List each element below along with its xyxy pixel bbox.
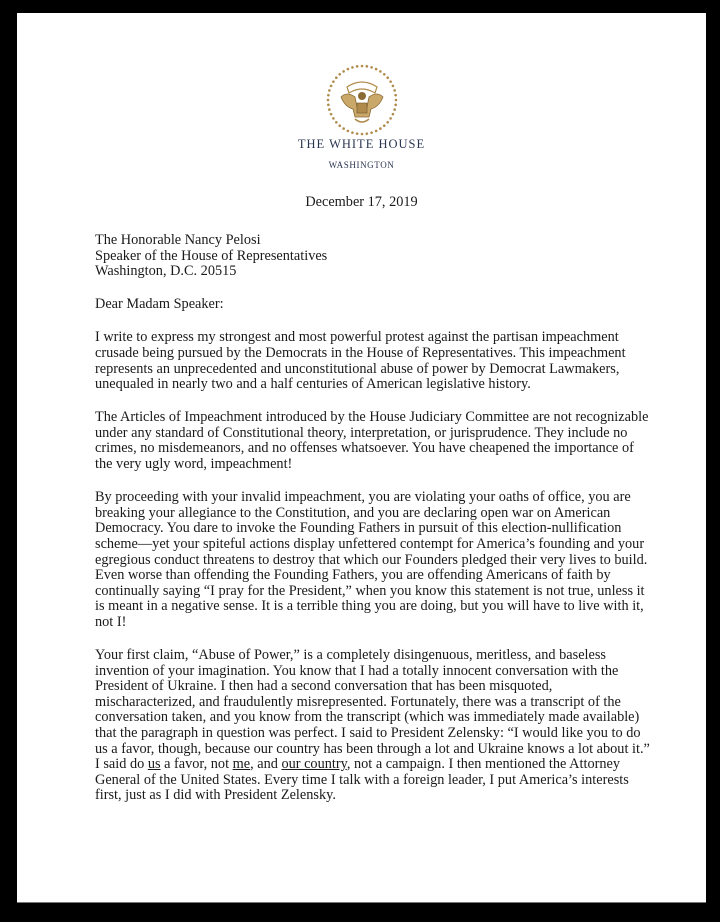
paragraph-line: I write to express my strongest and most powerful protest against the partisan impeachment [95,329,619,346]
seal-dot [366,132,369,135]
seal-dot [395,99,398,102]
seal-dot [347,68,350,71]
seal-dot [392,85,395,88]
paragraph-line: us a favor, though, because our country has been through a lot and Ukraine knows a lot about it.” [95,740,650,757]
seal-dot [389,80,392,83]
paragraph-line: invention of your imagination. You know that I had a totally innocent conversation with the [95,662,619,679]
paragraph-line: Your first claim, “Abuse of Power,” is a completely disingenuous, meritless, and baseless [95,646,606,663]
underlined-text: me [232,756,251,773]
seal-dot [386,76,389,79]
paragraph-line: is meant in a negative sense. It is a terrible thing you are doing, but you will have to live with it, [95,598,644,615]
paragraph-line: crusade being pursued by the Democrats in the House of Representatives. This impeachment [95,344,626,361]
seal-dot [328,89,331,92]
seal-dot [332,117,335,120]
paragraph-line: mischaracterized, and fraudulently misrepresented. Fortunately, there was a transcript of the [95,693,621,710]
seal-dot [335,121,338,124]
line-segment: a favor, not [160,756,233,773]
addressee-line: Washington, D.C. 20515 [95,263,237,280]
addressee-line: The Honorable Nancy Pelosi [95,232,261,248]
paragraph-line: egregious conduct threatens to destroy that which our Founders pledged their very lives to build. [95,551,648,568]
underlined-text: us [147,756,161,773]
paragraph-line: breaking your allegiance to the Constitution, and you are declaring open war on American [95,504,611,521]
seal-dot [379,70,382,73]
paragraph-line: General of the United States. Every time I talk with a foreign leader, I put America’s interests [95,771,629,788]
seal-dot [351,66,354,69]
seal-dot [366,65,369,68]
paragraph-line: crimes, no misdemeanors, and no offenses whatsoever. You have cheapened the importance of [95,440,634,457]
paragraph-line [95,757,675,773]
seal-dot [347,130,350,133]
letter-page [17,13,706,903]
paragraph-line: represents an unprecedented and unconstitutional abuse of power by Democrat Lawmakers, [95,360,620,377]
seal-dot [370,131,373,134]
seal-dot [330,113,333,116]
paragraph-line: not I! [95,613,127,630]
letter-paragraphs [95,330,675,804]
line-segment: I said do [95,756,148,773]
seal-dot [389,117,392,120]
seal-dot [370,66,373,69]
paragraph-line: scheme—yet your spiteful actions display unfettered contempt for America’s founding and your [95,535,645,552]
addressee-line: Speaker of the House of Representatives [95,247,328,264]
seal-dot [328,108,331,111]
seal-dot [356,132,359,135]
seal-dot [342,70,345,73]
seal-dot [383,73,386,76]
paragraph-line: President of Ukraine. I then had a second conversation that has been misquoted, [95,678,553,695]
seal-dot [394,94,397,97]
paragraph-line: unequaled in nearly two and a half centuries of American legislative history. [95,376,531,393]
paragraph-line: Democracy. You dare to invoke the Founding Fathers in pursuit of this election-nullification [95,520,622,537]
paragraph-line: under any standard of Constitutional theory, interpretation, or jurisprudence. They include no [95,424,628,441]
seal-dot [375,130,378,133]
paragraph-line: first, just as I did with President Zelensky. [95,787,336,804]
seal-dot [338,124,341,127]
body-paragraph [95,330,675,392]
addressee-block [95,233,675,280]
seal-dot [386,121,389,124]
seal-dot [332,80,335,83]
line-segment: , and [250,756,282,773]
salutation: Dear Madam Speaker: [95,296,224,313]
paragraph-line: that the paragraph in question was perfect. I said to President Zelensky: “I would like you to do [95,724,641,741]
body-paragraph [95,648,675,804]
letter-body [95,233,675,821]
seal-dot [361,65,364,68]
line-segment: , not a campaign. I then mentioned the Attorney [346,756,620,773]
body-paragraph [95,490,675,630]
seal-dot [327,99,330,102]
seal-dot [394,104,397,107]
letterhead-subtitle: WASHINGTON [328,160,395,170]
seal-dot [392,113,395,116]
seal-dot [330,85,333,88]
seal-dot [351,131,354,134]
paragraph-line: The Articles of Impeachment introduced by the House Judiciary Committee are not recognizable [95,409,649,426]
paragraph-line: conversation taken, and you know from the transcript (which was immediately made available) [95,709,640,726]
seal-dot [342,127,345,130]
body-paragraph [95,410,675,472]
underlined-text: our country [281,756,347,773]
paragraph-line: Even worse than offending the Founding Fathers, you are offending Americans of faith by [95,567,611,584]
paragraph-line: the very ugly word, impeachment! [95,456,293,473]
seal-dot [383,124,386,127]
letter-date: December 17, 2019 [305,194,418,210]
seal-dot [327,104,330,107]
seal-dot [361,133,364,136]
seal-dot [393,108,396,111]
paragraph-line: By proceeding with your invalid impeachment, you are violating your oaths of office, you are [95,489,631,506]
paragraph-line: continually saying “I pray for the President,” when you know this statement is not true, unless it [95,582,645,599]
seal-dot [338,73,341,76]
seal-dot [375,68,378,71]
seal-dot [379,127,382,130]
letterhead-title: THE WHITE HOUSE [297,137,426,151]
seal-dot [356,65,359,68]
seal-dot [327,94,330,97]
seal-dot [393,89,396,92]
seal-dot [335,76,338,79]
presidential-seal-icon [325,63,399,137]
